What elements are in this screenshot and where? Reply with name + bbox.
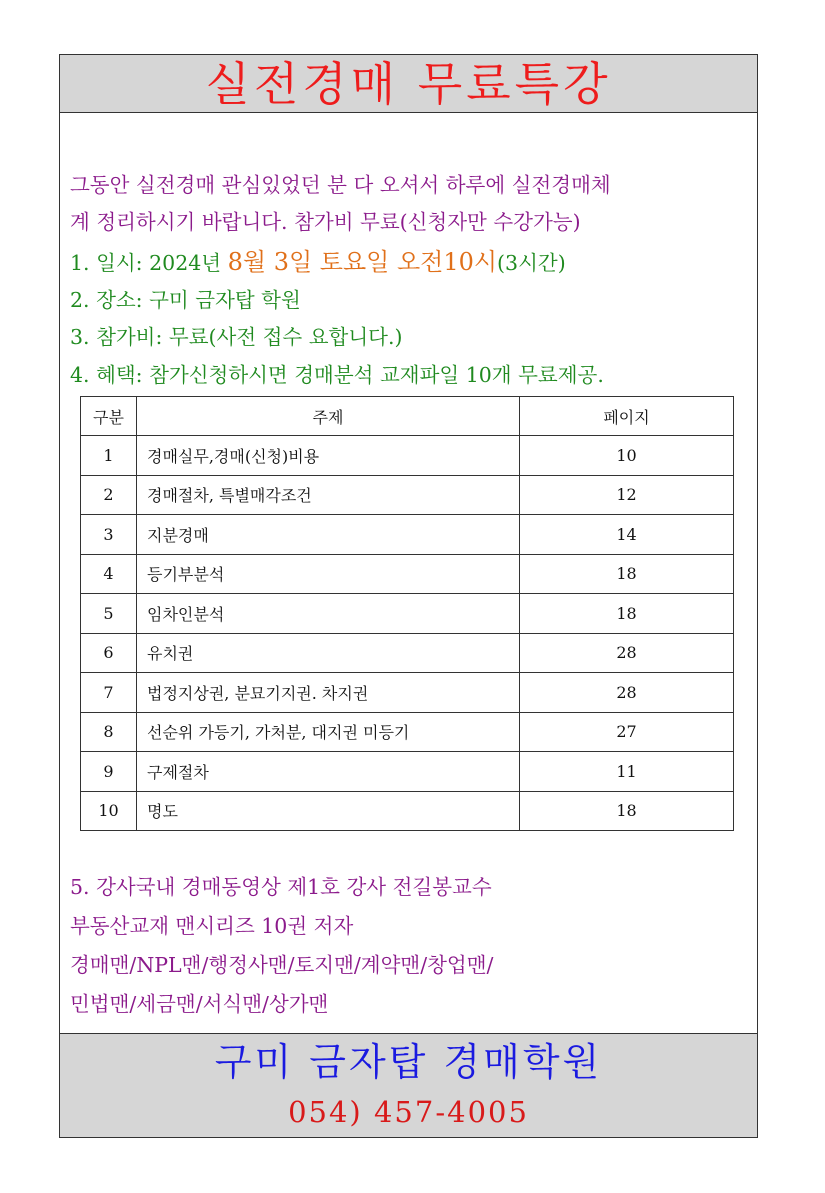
table-header-row [81,397,734,436]
row-topic: 임차인분석 [137,594,520,634]
row-no: 2 [81,475,137,515]
curriculum-table [80,396,734,831]
row-no: 10 [81,791,137,831]
col-header-page: 페이지 [520,397,734,436]
row-no: 3 [81,515,137,555]
row-topic: 지분경매 [137,515,520,555]
col-header-topic: 주제 [137,397,520,436]
col-header-no: 구분 [81,397,137,436]
item-benefit: 4. 혜택: 참가신청하시면 경매분석 교재파일 10개 무료제공. [70,363,604,387]
table-row [81,554,734,594]
row-page: 27 [520,712,734,752]
flyer-frame [59,54,758,1138]
intro-line-1: 그동안 실전경매 관심있었던 분 다 오셔서 하루에 실전경매체 [70,173,611,197]
row-topic: 선순위 가등기, 가처분, 대지권 미등기 [137,712,520,752]
row-topic: 유치권 [137,633,520,673]
table-row [81,515,734,555]
item-fee: 3. 참가비: 무료(사전 접수 요합니다.) [70,325,403,349]
instructor-line-1: 5. 강사국내 경매동영상 제1호 강사 전길봉교수 [70,875,492,899]
flyer-title: 실전경매 무료특강 [205,57,612,111]
table-row [81,752,734,792]
instructor-line-2: 부동산교재 맨시리즈 10권 저자 [70,914,354,938]
intro-line-2: 계 정리하시기 바랍니다. 참가비 무료(신청자만 수강가능) [70,210,581,234]
instructor-line-3: 경매맨/NPL맨/행정사맨/토지맨/계약맨/창업맨/ [70,953,494,977]
row-page: 11 [520,752,734,792]
row-topic: 법정지상권, 분묘기지권. 차지권 [137,673,520,713]
footer-banner [60,1033,757,1137]
row-no: 4 [81,554,137,594]
table-row [81,594,734,634]
row-no: 9 [81,752,137,792]
table-row [81,475,734,515]
row-topic: 경매실무,경매(신청)비용 [137,436,520,476]
table-row [81,633,734,673]
row-topic: 구제절차 [137,752,520,792]
row-page: 18 [520,594,734,634]
item-date [70,242,566,277]
table-row [81,436,734,476]
row-no: 1 [81,436,137,476]
row-page: 28 [520,673,734,713]
row-no: 6 [81,633,137,673]
row-page: 14 [520,515,734,555]
row-topic: 명도 [137,791,520,831]
row-page: 12 [520,475,734,515]
row-topic: 등기부분석 [137,554,520,594]
row-page: 28 [520,633,734,673]
row-no: 7 [81,673,137,713]
instructor-line-4: 민법맨/세금맨/서식맨/상가맨 [70,992,329,1016]
phone-number: 054) 457-4005 [288,1095,529,1129]
date-highlight: 8월 3일 토요일 오전10시 [227,248,498,276]
table-row [81,791,734,831]
row-page: 18 [520,554,734,594]
row-no: 8 [81,712,137,752]
academy-name: 구미 금자탑 경매학원 [214,1040,603,1084]
item-place: 2. 장소: 구미 금자탑 학원 [70,288,301,312]
date-label: 1. 일시: 2024년 [70,251,228,275]
table-row [81,712,734,752]
row-topic: 경매절차, 특별매각조건 [137,475,520,515]
date-suffix: (3시간) [497,251,566,275]
table-row [81,673,734,713]
row-page: 18 [520,791,734,831]
row-page: 10 [520,436,734,476]
row-no: 5 [81,594,137,634]
title-banner [60,55,757,113]
